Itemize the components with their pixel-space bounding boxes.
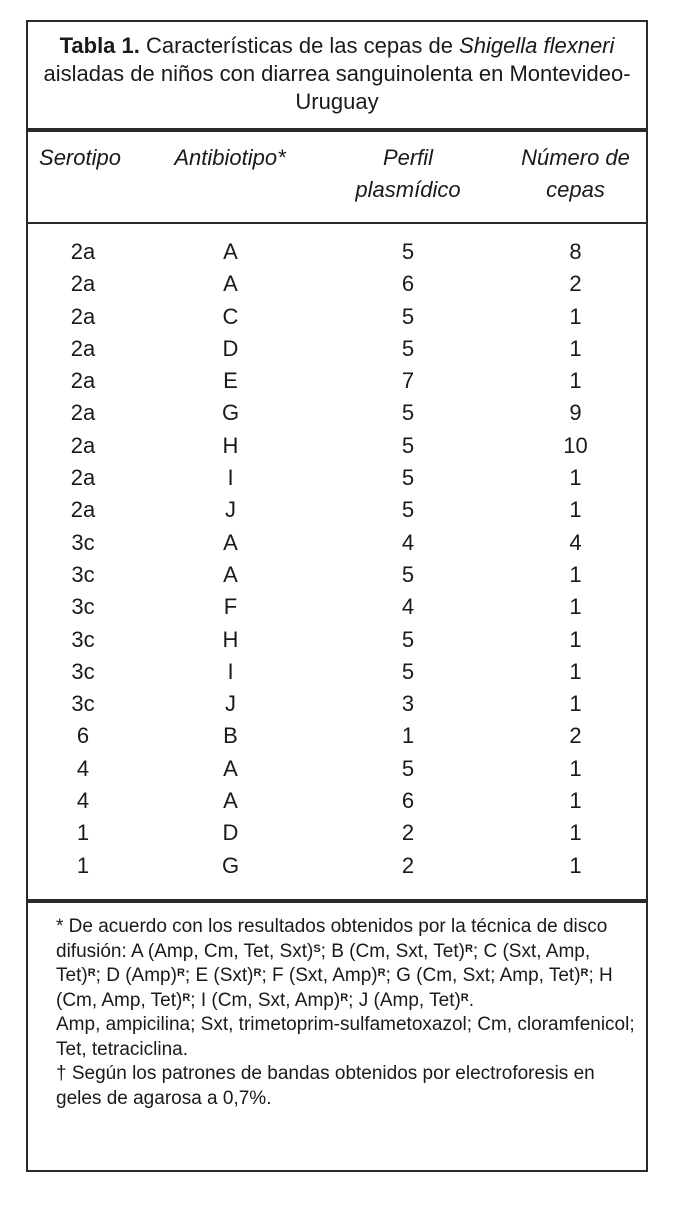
plasmid-profile-cell: 4: [401, 529, 415, 555]
strain-count-cell: 10: [563, 432, 588, 458]
table-body: [28, 236, 646, 882]
table-row: [28, 365, 646, 397]
antibiotype-cell: A: [223, 561, 238, 587]
strain-count-cell: 1: [569, 594, 582, 620]
plasmid-profile-cell: 2: [401, 820, 415, 846]
antibiotype-cell: G: [221, 400, 240, 426]
antibiotype-pattern: D (Amp): [106, 965, 177, 986]
abbreviations-footnote: Amp, ampicilina; Sxt, trimetoprim-sulfametoxazol; Cm, cloramfenicol; Tet, tetraciclina.: [56, 1014, 635, 1060]
table-label: Tabla 1.: [59, 33, 140, 58]
plasmid-profile-cell: 4: [401, 594, 415, 620]
table-row: [28, 462, 646, 494]
strain-count-cell: 1: [569, 820, 582, 846]
table-row: [28, 624, 646, 656]
table-row: [28, 688, 646, 720]
antibiotype-cell: E: [223, 368, 238, 394]
title-divider: [28, 128, 646, 132]
column-header-strain-count: [498, 142, 653, 206]
antibiotype-cell: J: [225, 691, 236, 717]
table-row: [28, 236, 646, 268]
plasmid-profile-cell: 5: [401, 561, 415, 587]
plasmid-profile-cell: 5: [401, 400, 415, 426]
serotype-cell: 1: [76, 820, 90, 846]
serotype-cell: 4: [76, 755, 90, 781]
antibiotype-pattern: H (Cm, Amp, Tet): [56, 965, 613, 1011]
strain-count-cell: 8: [569, 239, 582, 264]
plasmid-profile-cell: 5: [401, 303, 415, 329]
antibiotype-pattern: I (Cm, Sxt, Amp): [200, 989, 341, 1011]
table-row: [28, 397, 646, 429]
antibiotype-pattern: G (Cm, Sxt; Amp, Tet): [396, 965, 581, 986]
table-row: [28, 527, 646, 559]
antibiotype-cell: H: [222, 626, 239, 652]
serotype-cell: 2a: [70, 368, 96, 394]
antibiotype-cell: A: [223, 755, 238, 781]
serotype-cell: 1: [76, 852, 90, 878]
table-row: [28, 720, 646, 752]
count-header-line2: cepas: [546, 177, 605, 202]
strain-count-cell: 1: [569, 561, 582, 587]
table-row: [28, 591, 646, 623]
antibiotype-cell: A: [223, 788, 238, 814]
antibiotype-cell: F: [223, 594, 238, 620]
table-row: [28, 268, 646, 300]
plasmid-profile-cell: 5: [401, 626, 415, 652]
antibiotype-cell: D: [222, 820, 239, 846]
header-divider: [28, 222, 646, 224]
antibiotype-cell: H: [222, 432, 239, 458]
notes-divider: [28, 899, 646, 903]
plasmid-header-line2: plasmídico: [355, 177, 461, 202]
column-header-antibiotype: Antibiotipo*: [174, 145, 286, 170]
table-row: [28, 850, 646, 882]
serotype-cell: 3c: [71, 594, 95, 620]
strain-count-cell: 1: [569, 368, 582, 394]
serotype-cell: 6: [76, 723, 90, 749]
table-title: [28, 32, 646, 116]
serotype-cell: 3c: [71, 561, 95, 587]
antibiotype-footnote: * De acuerdo con los resultados obtenidos por la técnica de disco difusión: A (Amp, Cm, Tet, Sxt)$^S$; B (Cm, Sxt, Tet)$^R$; C (Sxt, Amp, Tet)$^R$; D (Amp)$^R$; E (Sxt)$^R$; F (Sxt, Amp)$^R$; G (Cm, Sxt; Amp, Tet)$^R$; H (Cm, Amp, Tet)$^R$; I (Cm, Sxt, Amp)$^R$; J (Amp, Tet)$^R$.: [56, 916, 613, 1011]
column-header-serotype: Serotipo: [39, 145, 121, 170]
plasmid-profile-cell: 1: [401, 723, 415, 749]
antibiotype-pattern: A (Amp, Cm, Tet, Sxt): [131, 940, 314, 962]
serotype-cell: 2a: [70, 239, 96, 264]
antibiotype-cell: C: [222, 303, 239, 329]
plasmid-profile-cell: 7: [401, 368, 415, 394]
plasmid-profile-cell: 2: [401, 852, 415, 878]
table-row: [28, 753, 646, 785]
plasmid-profile-cell: 5: [401, 658, 415, 684]
antibiotype-pattern: B (Cm, Sxt, Tet): [331, 940, 465, 962]
antibiotype-pattern: C (Sxt, Amp, Tet): [56, 940, 591, 986]
table-row: [28, 656, 646, 688]
plasmid-profile-cell: 6: [401, 271, 415, 297]
strain-count-cell: 1: [569, 335, 582, 361]
antibiotype-pattern: E (Sxt): [195, 965, 254, 986]
title-species-name: Shigella flexneri: [459, 33, 615, 58]
strain-count-cell: 1: [569, 658, 582, 684]
plasmid-profile-cell: 5: [401, 335, 415, 361]
table-row: [28, 559, 646, 591]
table-row: [28, 430, 646, 462]
antibiotype-cell: I: [227, 658, 234, 684]
serotype-cell: 4: [76, 788, 90, 814]
antibiotype-cell: I: [227, 465, 234, 491]
antibiotype-pattern: J (Amp, Tet): [358, 989, 461, 1011]
table-row: [28, 301, 646, 333]
table-footnotes: [56, 915, 638, 1111]
strain-count-cell: 9: [569, 400, 582, 426]
strain-count-cell: 1: [569, 788, 582, 814]
title-text-before-species: Características de las cepas de: [146, 33, 453, 58]
serotype-cell: 3c: [71, 658, 95, 684]
plasmid-profile-cell: 3: [401, 691, 415, 717]
antibiotype-cell: G: [221, 852, 240, 878]
antibiotype-cell: A: [223, 529, 238, 555]
strain-count-cell: 2: [569, 723, 582, 749]
table-frame: [26, 20, 648, 1172]
plasmid-header-line1: Perfil: [382, 145, 434, 170]
strain-count-cell: 2: [569, 271, 582, 297]
strain-count-cell: 1: [569, 755, 582, 781]
column-header-plasmid-profile: [338, 142, 478, 206]
strain-count-cell: 1: [569, 303, 582, 329]
serotype-cell: 2a: [70, 465, 96, 491]
strain-count-cell: 1: [569, 465, 582, 491]
antibiotype-cell: B: [223, 723, 238, 749]
count-header-line1: Número de: [521, 145, 630, 170]
antibiotype-cell: A: [223, 271, 238, 297]
serotype-cell: 2a: [70, 271, 96, 297]
table-row: [28, 817, 646, 849]
antibiotype-cell: D: [222, 335, 239, 361]
plasmid-profile-cell: 5: [401, 239, 415, 264]
plasmid-profile-cell: 6: [401, 788, 415, 814]
serotype-cell: 2a: [70, 400, 96, 426]
title-text-after-species: aisladas de niños con diarrea sanguinolenta en Montevideo-Uruguay: [43, 61, 631, 114]
plasmid-profile-cell: 5: [401, 755, 415, 781]
serotype-cell: 2a: [70, 335, 96, 361]
serotype-cell: 2a: [70, 432, 96, 458]
strain-count-cell: 1: [569, 626, 582, 652]
strain-count-cell: 1: [569, 497, 582, 523]
serotype-cell: 2a: [70, 303, 96, 329]
serotype-cell: 3c: [71, 529, 95, 555]
antibiotype-pattern: F (Sxt, Amp): [272, 965, 378, 986]
serotype-cell: 2a: [70, 497, 96, 523]
plasmid-profile-cell: 5: [401, 465, 415, 491]
strain-count-cell: 1: [569, 852, 582, 878]
strain-count-cell: 1: [569, 691, 582, 717]
strain-count-cell: 4: [569, 529, 582, 555]
antibiotype-cell: A: [223, 239, 238, 264]
serotype-cell: 3c: [71, 691, 95, 717]
antibiotype-cell: J: [225, 497, 236, 523]
table-row: [28, 333, 646, 365]
plasmid-footnote: † Según los patrones de bandas obtenidos por electroforesis en geles de agarosa a 0,7%.: [56, 1063, 595, 1109]
plasmid-profile-cell: 5: [401, 497, 415, 523]
plasmid-profile-cell: 5: [401, 432, 415, 458]
table-row: [28, 785, 646, 817]
table-row: [28, 494, 646, 526]
serotype-cell: 3c: [71, 626, 95, 652]
